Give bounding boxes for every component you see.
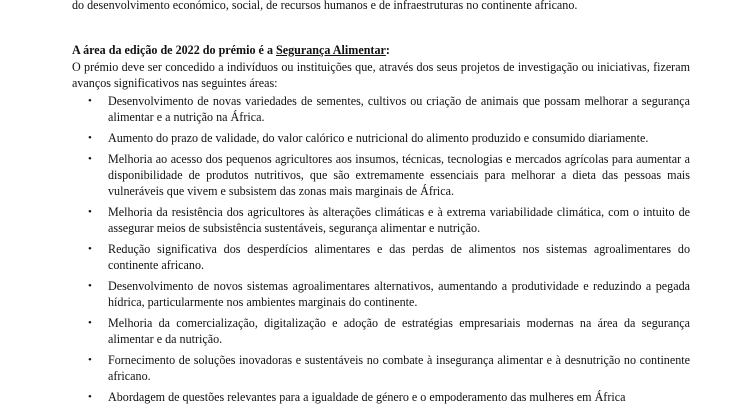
list-item	[72, 352, 690, 384]
criteria-list	[72, 93, 690, 410]
bullet-icon: •	[88, 354, 92, 366]
list-item	[72, 204, 690, 236]
list-item	[72, 130, 690, 146]
intro-paragraph: O prémio deve ser concedido a indivíduos ou instituições que, através dos seus projetos de investigação ou iniciativas, fizeram avanços significativos nas seguintes áreas:	[72, 60, 690, 90]
bullet-icon: •	[88, 391, 92, 403]
list-item-text: Abordagem de questões relevantes para a igualdade de género e o empoderamento das mulheres em África	[108, 390, 626, 404]
list-item	[72, 241, 690, 273]
bullet-icon: •	[88, 243, 92, 255]
bullet-icon: •	[88, 206, 92, 218]
heading-prefix: A área da edição de 2022 do prémio é a	[72, 43, 277, 57]
bullet-icon: •	[88, 132, 92, 144]
list-item-text: Aumento do prazo de validade, do valor calórico e nutricional do alimento produzido e consumido diariamente.	[108, 131, 649, 145]
bullet-icon: •	[88, 95, 92, 107]
bullet-icon: •	[88, 280, 92, 292]
heading-topic: Segurança Alimentar	[276, 43, 386, 57]
list-item-text: Melhoria da comercialização, digitalização e adoção de estratégias empresariais modernas na área da segurança alimentar e da nutrição.	[108, 316, 690, 346]
list-item	[72, 93, 690, 125]
bullet-icon: •	[88, 153, 92, 165]
list-item	[72, 389, 690, 405]
section-heading	[72, 42, 390, 58]
list-item	[72, 278, 690, 310]
list-item-text: Melhoria da resistência dos agricultores às alterações climáticas e à extrema variabilidade climática, com o intuito de assegurar meios de subsistência sustentáveis, segurança alimentar e nutrição.	[108, 205, 690, 235]
list-item-text: Fornecimento de soluções inovadoras e sustentáveis no combate à insegurança alimentar e à desnutrição no continente africano.	[108, 353, 690, 383]
list-item-text: Desenvolvimento de novas variedades de sementes, cultivos ou criação de animais que possam melhorar a segurança alimentar e a nutrição na África.	[108, 94, 690, 124]
list-item-text: Melhoria ao acesso dos pequenos agricultores aos insumos, técnicas, tecnologias e mercados agrícolas para aumentar a disponibilidade de produtos nutritivos, que são extremamente essenciais para melhorar a dieta das pessoas mais vulneráveis que vivem e subsistem das zonas mais marginais de África.	[108, 152, 690, 198]
list-item-text: Redução significativa dos desperdícios alimentares e das perdas de alimentos nos sistemas agroalimentares do continente africano.	[108, 242, 690, 272]
intro-line: do desenvolvimento económico, social, de recursos humanos e de infraestruturas no continente africano.	[72, 0, 578, 12]
list-item	[72, 315, 690, 347]
list-item	[72, 151, 690, 199]
list-item-text: Desenvolvimento de novos sistemas agroalimentares alternativos, aumentando a produtividade e reduzindo a pegada hídrica, particularmente nos ambientes marginais do continente.	[108, 279, 690, 309]
bullet-icon: •	[88, 317, 92, 329]
heading-suffix: :	[385, 43, 390, 57]
